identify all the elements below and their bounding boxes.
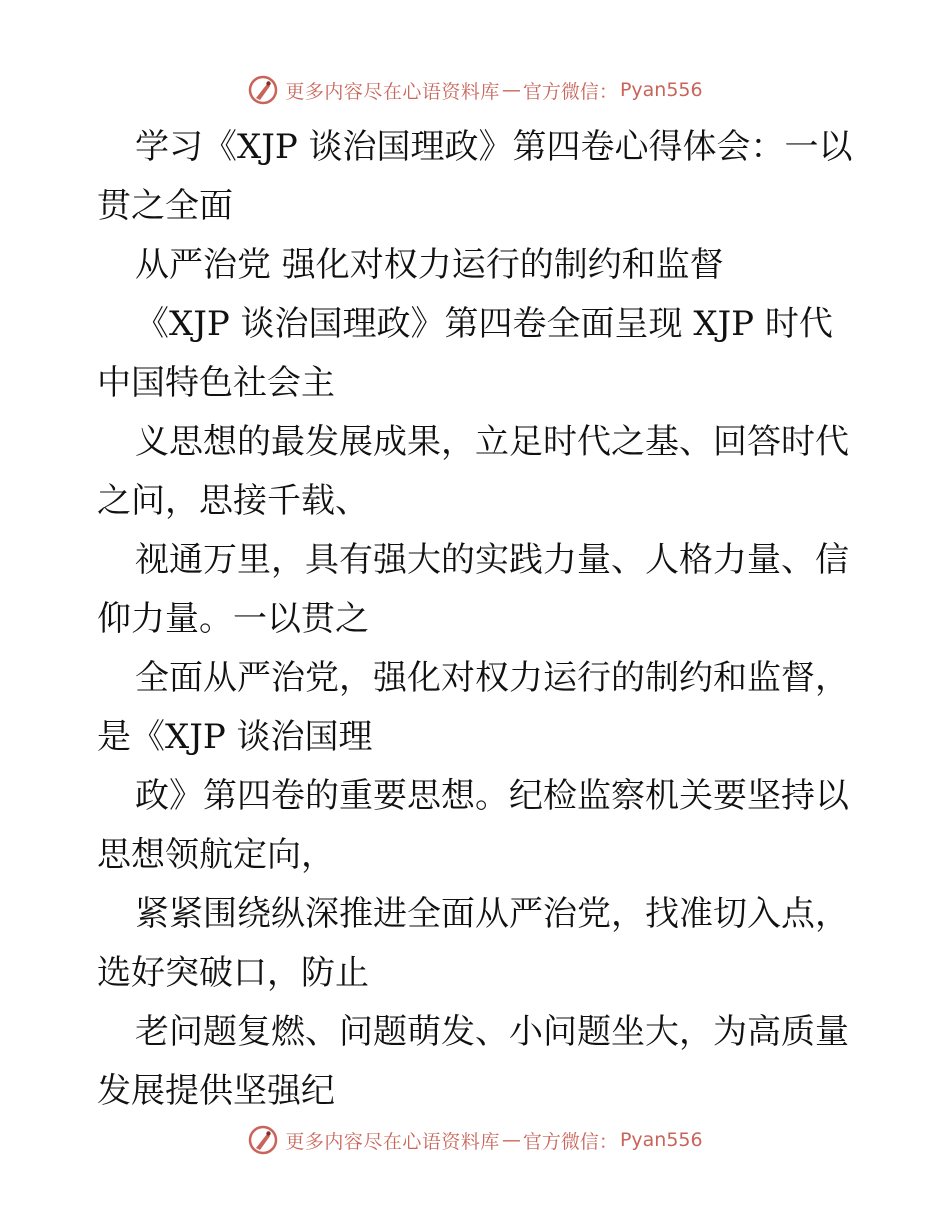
watermark-wechat-id: Pyan556 xyxy=(619,79,703,101)
document-line: 《XJP 谈治国理政》第四卷全面呈现 XJP 时代中国特色社会主 xyxy=(97,304,833,403)
footer-watermark xyxy=(0,1120,950,1160)
watermark-wechat-label: 官方微信： xyxy=(522,1130,618,1153)
document-line: 视通万里，具有强大的实践力量、人格力量、信仰力量。一以贯之 xyxy=(97,540,849,639)
document-line: 政》第四卷的重要思想。纪检监察机关要坚持以思想领航定向， xyxy=(97,776,849,875)
document-body xyxy=(97,118,857,1121)
watermark-separator: — xyxy=(501,79,521,101)
document-line: 学习《XJP 谈治国理政》第四卷心得体会：一以贯之全面 xyxy=(97,127,853,226)
pen-circle-logo-icon xyxy=(247,74,279,106)
watermark-wechat-label: 官方微信： xyxy=(522,80,618,103)
document-line: 老问题复燃、问题萌发、小问题坐大，为高质量发展提供坚强纪 xyxy=(97,1012,849,1111)
document-line: 全面从严治党，强化对权力运行的制约和监督，是《XJP 谈治国理 xyxy=(97,658,849,757)
watermark-separator: — xyxy=(501,1129,521,1151)
watermark-text: 更多内容尽在心语资料库 xyxy=(285,80,500,103)
watermark-wechat-id: Pyan556 xyxy=(619,1129,703,1151)
document-line: 从严治党 强化对权力运行的制约和监督 xyxy=(135,245,724,285)
document-line: 义思想的最发展成果，立足时代之基、回答时代之问，思接千载、 xyxy=(97,422,849,521)
document-line: 紧紧围绕纵深推进全面从严治党，找准切入点，选好突破口，防止 xyxy=(97,894,849,993)
header-watermark xyxy=(0,70,950,110)
watermark-text: 更多内容尽在心语资料库 xyxy=(285,1130,500,1153)
pen-circle-logo-icon xyxy=(247,1124,279,1156)
